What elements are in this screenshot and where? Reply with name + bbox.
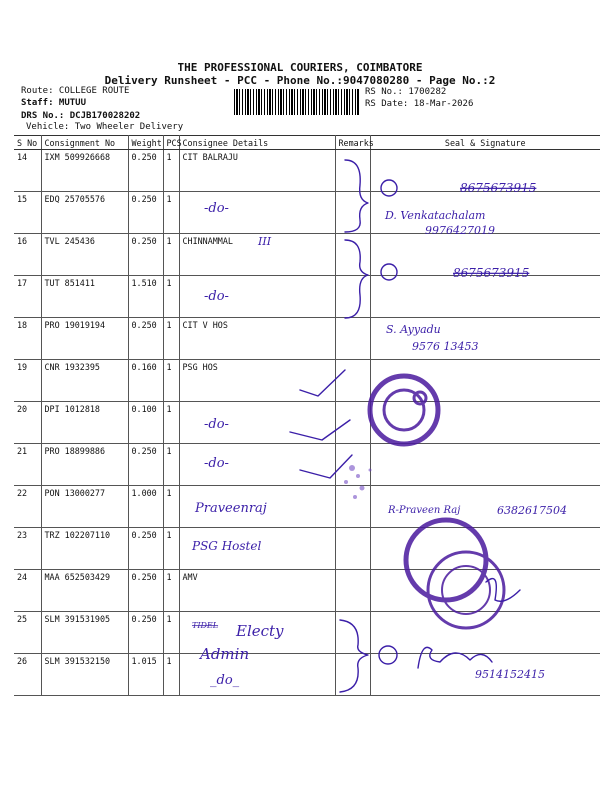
cell-consignment: IXM 509926668 [41,150,128,192]
struck-text: TIDEL [192,621,219,630]
check-mark [290,420,350,440]
cell-sno: 15 [14,192,41,234]
cell-consignment: SLM 391531905 [41,612,128,654]
check-mark [300,370,345,396]
cell-sno: 16 [14,234,41,276]
brace-mark [345,240,368,318]
cell-pcs: 1 [163,276,179,318]
drs-label: DRS No.: DCJB170028202 [21,111,141,121]
cell-sno: 21 [14,444,41,486]
cell-pcs: 1 [163,318,179,360]
ditto-mark: -do- [204,417,229,432]
cell-sno: 25 [14,612,41,654]
route-label: Route: COLLEGE ROUTE [21,86,130,96]
cell-consignee: CIT BALRAJU [179,150,335,192]
consignee-note: Praveenraj [195,501,267,516]
consignee-note: PSG Hostel [192,539,262,553]
signature-phone: 9576 13453 [412,340,479,353]
cell-consignment: PON 13000277 [41,486,128,528]
cell-sno: 26 [14,654,41,696]
brace-mark [345,160,368,232]
cell-consignment: TRZ 102207110 [41,528,128,570]
cell-pcs: 1 [163,360,179,402]
cell-pcs: 1 [163,150,179,192]
cell-sno: 17 [14,276,41,318]
cell-pcs: 1 [163,486,179,528]
col-seal-signature: Seal & Signature [370,136,600,150]
cell-consignment: EDQ 25705576 [41,192,128,234]
signature-phone: 6382617504 [497,504,567,517]
cell-sno: 22 [14,486,41,528]
cell-pcs: 1 [163,612,179,654]
cell-consignment: MAA 652503429 [41,570,128,612]
cell-weight: 0.100 [128,402,163,444]
cell-consignment: PRO 18899886 [41,444,128,486]
cell-sno: 18 [14,318,41,360]
ditto-mark: -do- [204,456,229,471]
col-pcs: PCS [163,136,179,150]
col-sno: S No [14,136,41,150]
signature-phone: 9514152415 [475,668,545,681]
cell-pcs: 1 [163,234,179,276]
cell-weight: 0.250 [128,192,163,234]
signature-name: D. Venkatachalam [385,209,486,222]
check-mark [300,455,352,478]
cell-consignee: CIT V HOS [179,318,335,360]
cell-weight: 0.250 [128,444,163,486]
col-consignment: Consignment No [41,136,128,150]
col-consignee: Consignee Details [179,136,335,150]
cell-weight: 0.160 [128,360,163,402]
vehicle-label: Vehicle: Two Wheeler Delivery [26,122,184,132]
signature-name: S. Ayyadu [386,323,441,336]
cell-consignment: TVL 245436 [41,234,128,276]
ink-smudge [344,465,372,499]
circled-mark [379,646,397,664]
document-subtitle: Delivery Runsheet - PCC - Phone No.:9047080280 - Page No.:2 [104,74,496,87]
cell-sno: 14 [14,150,41,192]
signature-phone: 8675673915 [453,266,530,280]
rs-date: RS Date: 18-Mar-2026 [365,99,474,109]
round-stamp [406,520,504,628]
signature-name: R-Praveen Raj [388,505,461,516]
cell-weight: 0.250 [128,150,163,192]
cell-sno: 23 [14,528,41,570]
cell-weight: 0.250 [128,612,163,654]
round-stamp [370,376,438,444]
consignee-note: Admin [200,645,250,663]
cell-consignment: CNR 1932395 [41,360,128,402]
cell-pcs: 1 [163,528,179,570]
document-title: THE PROFESSIONAL COURIERS, COIMBATORE [177,61,423,74]
cell-sno: 19 [14,360,41,402]
cell-sno: 20 [14,402,41,444]
cell-consignee: PSG HOS [179,360,335,402]
cell-weight: 1.510 [128,276,163,318]
staff-label: Staff: MUTUU [21,98,87,108]
circled-mark [381,264,397,280]
cell-consignment: TUT 851411 [41,276,128,318]
roman-three: III [258,235,272,248]
cell-weight: 0.250 [128,570,163,612]
signature-phone: 8675673915 [460,181,537,195]
cell-weight: 1.000 [128,486,163,528]
ditto-mark: -do- [204,289,229,304]
cell-weight: 0.250 [128,318,163,360]
rs-number: RS No.: 1700282 [365,87,447,97]
cell-pcs: 1 [163,654,179,696]
consignee-note: Electy [236,622,284,640]
brace-mark [340,620,368,692]
cell-sno: 24 [14,570,41,612]
cell-consignee: AMV [179,570,335,612]
col-remarks: Remarks [335,136,370,150]
cell-consignment: DPI 1012818 [41,402,128,444]
signature-scribble [418,647,492,668]
cell-pcs: 1 [163,402,179,444]
circled-mark [381,180,397,196]
col-weight: Weight [128,136,163,150]
cell-weight: 0.250 [128,234,163,276]
cell-pcs: 1 [163,192,179,234]
cell-consignment: PRO 19019194 [41,318,128,360]
cell-pcs: 1 [163,570,179,612]
cell-pcs: 1 [163,444,179,486]
ditto-mark: -do- [204,201,229,216]
signature-phone: 9976427019 [425,224,495,237]
ditto-mark: _do_ [210,673,240,688]
cell-weight: 1.015 [128,654,163,696]
cell-consignee: CHINNAMMAL [179,234,335,276]
cell-weight: 0.250 [128,528,163,570]
cell-consignment: SLM 391532150 [41,654,128,696]
